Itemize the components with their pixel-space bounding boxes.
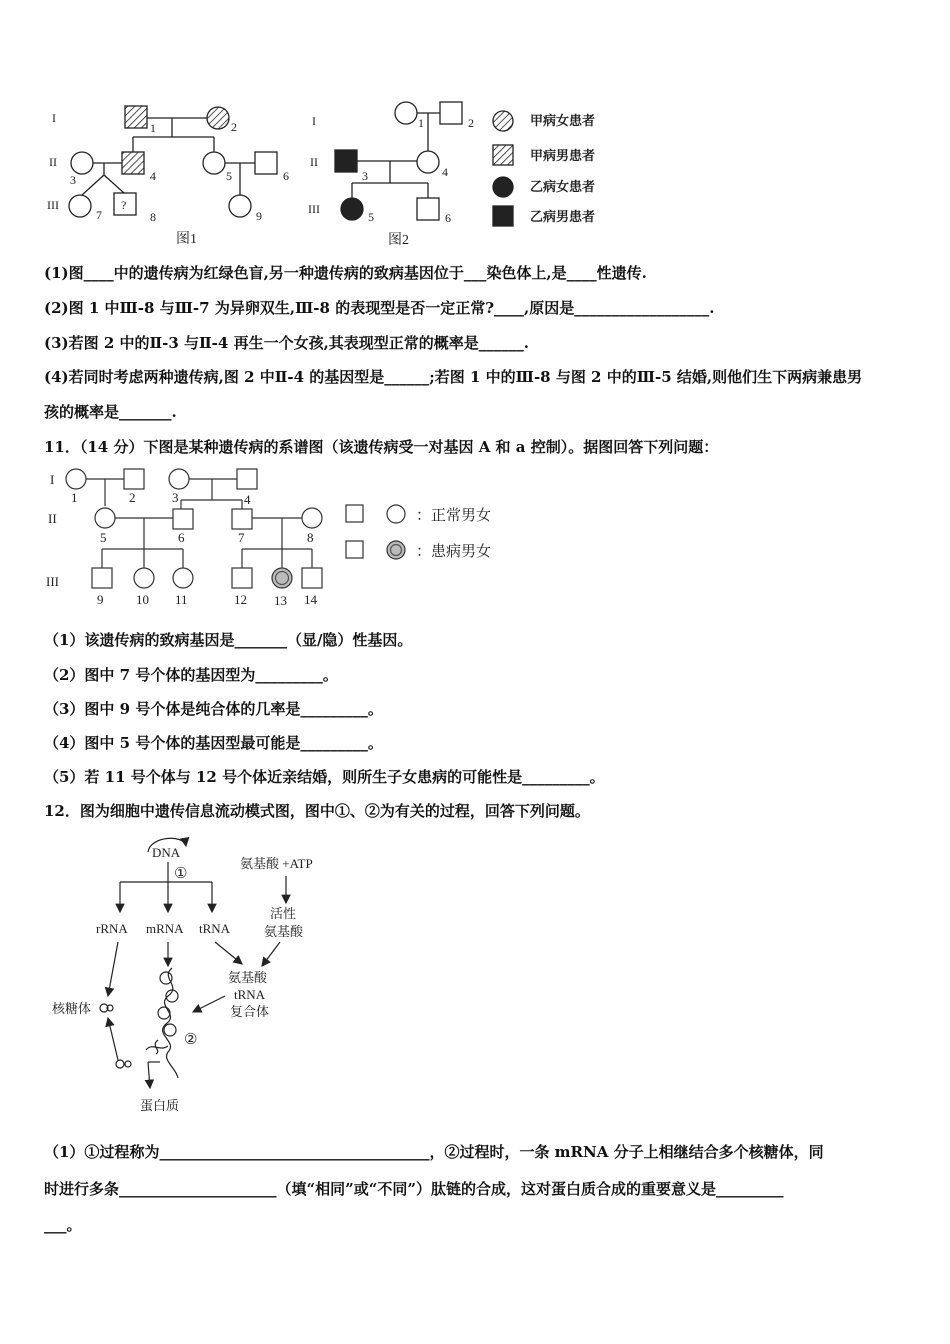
q11-II-5 xyxy=(95,508,115,528)
legend-jia-male: 甲病男患者 xyxy=(530,148,596,163)
fig2-gen-III: III xyxy=(308,202,320,216)
q12-line-1: （1）①过程称为____________________________________，②过程时，一条 mRNA 分子上相继结合多个核糖体，同 xyxy=(44,1143,824,1161)
svg-text:8: 8 xyxy=(307,530,314,545)
ribosome-label: 核糖体 xyxy=(52,1001,92,1016)
fig1-II-3 xyxy=(71,152,93,174)
svg-text:3: 3 xyxy=(362,169,368,183)
figure1-caption: 图1 xyxy=(176,232,197,247)
svg-text:8: 8 xyxy=(150,210,156,224)
figure2-caption: 图2 xyxy=(388,233,409,248)
step1-marker: ① xyxy=(174,866,188,882)
svg-text:9: 9 xyxy=(97,592,104,607)
svg-text:6: 6 xyxy=(445,211,451,225)
fig2-II-4 xyxy=(417,151,439,173)
svg-text:1: 1 xyxy=(71,490,78,505)
svg-text:5: 5 xyxy=(226,169,232,183)
svg-text:12: 12 xyxy=(234,592,247,607)
q11-line-1: （1）该遗传病的致病基因是_______（显/隐）性基因。 xyxy=(44,631,413,649)
svg-text:5: 5 xyxy=(100,530,107,545)
q11-III-9 xyxy=(92,568,112,588)
q10-line-2: (2)图 1 中Ⅲ-8 与Ⅲ-7 为异卵双生,Ⅲ-8 的表现型是否一定正常?____,原因是__________________. xyxy=(44,299,715,317)
q11-I-4 xyxy=(237,469,257,489)
fig1-II-4-affected-male xyxy=(122,152,144,174)
svg-text:6: 6 xyxy=(178,530,185,545)
svg-text:4: 4 xyxy=(244,492,251,507)
q11-II-6 xyxy=(173,509,193,529)
q11-legend-normal-female-icon xyxy=(387,505,405,523)
svg-text:4: 4 xyxy=(442,165,448,179)
rrna-label: rRNA xyxy=(96,921,128,936)
q10-line-1: (1)图____中的遗传病为红绿色盲,另一种遗传病的致病基因位于___染色体上,是____性遗传. xyxy=(44,264,647,282)
svg-text:2: 2 xyxy=(231,120,237,134)
svg-text:3: 3 xyxy=(70,173,76,187)
q12-line-3: ___。 xyxy=(44,1216,82,1234)
complex-label-2: tRNA xyxy=(234,987,266,1002)
fig2-I-2 xyxy=(440,102,462,124)
protein-label: 蛋白质 xyxy=(140,1098,180,1113)
svg-text:7: 7 xyxy=(96,208,102,222)
fig1-I-1-affected-male xyxy=(125,106,147,128)
q10-line-5: 孩的概率是_______. xyxy=(44,403,177,421)
legend-jia-male-icon xyxy=(493,145,513,165)
q11-line-2: （2）图中 7 号个体的基因型为_________。 xyxy=(44,666,338,684)
svg-text:6: 6 xyxy=(283,169,289,183)
svg-text:2: 2 xyxy=(129,490,136,505)
complex-label-3: 复合体 xyxy=(230,1004,270,1019)
q11-I-1 xyxy=(66,469,86,489)
q11-gen-III: III xyxy=(46,574,59,589)
legend-yi-female: 乙病女患者 xyxy=(530,179,596,194)
fig2-II-3-affected-male xyxy=(335,150,357,172)
trna-label: tRNA xyxy=(199,921,231,936)
q11-I-3 xyxy=(169,469,189,489)
q10-line-4: (4)若同时考虑两种遗传病,图 2 中Ⅱ-4 的基因型是______;若图 1 中的Ⅲ-8 与图 2 中的Ⅲ-5 结婚,则他们生下两病兼患男 xyxy=(44,368,863,386)
fig2-gen-I: I xyxy=(312,114,316,128)
q11-III-10 xyxy=(134,568,154,588)
fig1-I-2-affected-female xyxy=(207,107,229,129)
q11-pedigree xyxy=(0,460,560,610)
q11-line-3: （3）图中 9 号个体是纯合体的几率是_________。 xyxy=(44,700,383,718)
q11-III-12 xyxy=(232,568,252,588)
legend-jia-female-icon xyxy=(493,111,513,131)
mrna-label: mRNA xyxy=(146,921,184,936)
svg-text:14: 14 xyxy=(304,592,317,607)
q11-line-5: （5）若 11 号个体与 12 号个体近亲结婚，则所生子女患病的可能性是_________。 xyxy=(44,768,605,786)
svg-text:10: 10 xyxy=(136,592,149,607)
fig1-gen-II: II xyxy=(49,155,57,169)
svg-text:2: 2 xyxy=(468,116,474,130)
fig1-III-9 xyxy=(229,195,251,217)
pedigree-figures-top xyxy=(0,90,950,255)
q11-legend-affected-female-icon xyxy=(387,541,405,559)
q11-III-14 xyxy=(302,568,322,588)
legend-yi-female-icon xyxy=(493,177,513,197)
dna-label: DNA xyxy=(152,845,181,860)
svg-text:13: 13 xyxy=(274,593,287,608)
fig2-gen-II: II xyxy=(310,155,318,169)
legend-yi-male-icon xyxy=(493,206,513,226)
complex-label-1: 氨基酸 xyxy=(228,970,268,985)
svg-text:4: 4 xyxy=(150,169,156,183)
q12-line-2: 时进行多条_____________________（填“相同”或“不同”）肽链的合成，这对蛋白质合成的重要意义是_________ xyxy=(44,1180,784,1198)
q10-line-3: (3)若图 2 中的Ⅱ-3 与Ⅱ-4 再生一个女孩,其表现型正常的概率是______. xyxy=(44,334,530,352)
svg-text:11: 11 xyxy=(175,592,188,607)
step2-marker: ② xyxy=(184,1032,198,1048)
aa-atp-label: 氨基酸 +ATP xyxy=(240,856,313,871)
svg-text:9: 9 xyxy=(256,209,262,223)
fig2-III-5-affected-female xyxy=(341,198,363,220)
q11-line-4: （4）图中 5 号个体的基因型最可能是_________。 xyxy=(44,734,383,752)
fig1-II-5 xyxy=(203,152,225,174)
q11-legend-affected-male-icon xyxy=(346,541,363,558)
q11-gen-I: I xyxy=(50,472,55,487)
q12-title: 12．图为细胞中遗传信息流动模式图，图中①、②为有关的过程，回答下列问题。 xyxy=(44,802,590,820)
svg-text:?: ? xyxy=(121,198,127,212)
svg-text:1: 1 xyxy=(418,116,424,130)
svg-text:3: 3 xyxy=(172,490,179,505)
active-aa-label-1: 活性 xyxy=(270,906,297,921)
q11-title: 11．（14 分）下图是某种遗传病的系谱图（该遗传病受一对基因 A 和 a 控制）。据图回答下列问题： xyxy=(44,438,719,456)
q11-II-8 xyxy=(302,508,322,528)
fig1-II-6 xyxy=(255,152,277,174)
svg-text:7: 7 xyxy=(238,530,245,545)
fig1-III-7 xyxy=(69,195,91,217)
fig2-I-1 xyxy=(395,102,417,124)
q11-legend-normal: ：正常男女 xyxy=(416,508,492,524)
gene-expression-flow-diagram xyxy=(0,830,360,1120)
q11-III-11 xyxy=(173,568,193,588)
svg-text:1: 1 xyxy=(150,121,156,135)
svg-text:5: 5 xyxy=(368,210,374,224)
q11-II-7 xyxy=(232,509,252,529)
q11-gen-II: II xyxy=(48,511,57,526)
legend-yi-male: 乙病男患者 xyxy=(530,209,596,224)
fig1-gen-III: III xyxy=(47,198,59,212)
q11-legend-normal-male-icon xyxy=(346,505,363,522)
legend-jia-female: 甲病女患者 xyxy=(530,113,596,128)
q11-legend-affected: ：患病男女 xyxy=(416,544,492,560)
fig1-gen-I: I xyxy=(52,111,56,125)
active-aa-label-2: 氨基酸 xyxy=(264,924,304,939)
q11-I-2 xyxy=(124,469,144,489)
fig2-III-6 xyxy=(417,198,439,220)
